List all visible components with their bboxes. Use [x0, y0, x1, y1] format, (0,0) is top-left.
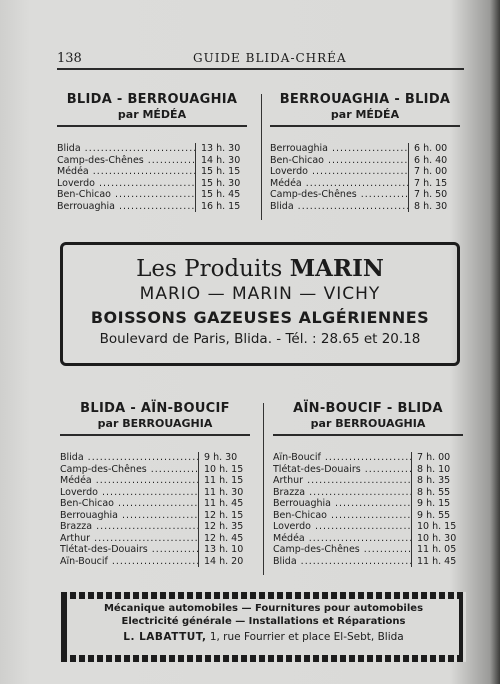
timetable-row	[273, 521, 463, 533]
timetable-ain-boucif-blida	[273, 401, 463, 567]
station-name: Aïn-Boucif .....	[273, 452, 411, 464]
station-name: Loverdo .....	[60, 487, 198, 499]
station-name: Camp-des-Chênes .....	[273, 544, 411, 556]
timetable-row	[273, 498, 463, 510]
timetable-rows	[57, 143, 247, 212]
ad-marin-address: Boulevard de Paris, Blida. - Tél. : 28.65 et 20.18	[99, 331, 421, 347]
station-name: Camp-des-Chênes .....	[270, 189, 408, 201]
departure-time: 14 h. 30	[195, 155, 247, 167]
ad-labattut-line2: Electricité générale — Installations et Réparations	[121, 616, 406, 627]
departure-time: 8 h. 35	[411, 475, 463, 487]
departure-time: 11 h. 30	[198, 487, 250, 499]
departure-time: 15 h. 30	[195, 178, 247, 190]
departure-time: 7 h. 00	[411, 452, 463, 464]
timetable-rule	[57, 125, 247, 127]
timetable-row	[270, 155, 460, 167]
departure-time: 10 h. 15	[411, 521, 463, 533]
timetable-subtitle: par BERROUAGHIA	[310, 417, 426, 430]
departure-time: 7 h. 50	[408, 189, 460, 201]
station-name: Tlétat-des-Douairs .....	[60, 544, 198, 556]
timetable-row	[57, 143, 247, 155]
departure-time: 13 h. 10	[198, 544, 250, 556]
timetable-row	[60, 533, 250, 545]
timetable-row	[57, 166, 247, 178]
station-name: Brazza .....	[273, 487, 411, 499]
ad-labattut-line1: Mécanique automobiles — Fournitures pour automobiles	[103, 603, 424, 614]
departure-time: 6 h. 40	[408, 155, 460, 167]
timetable-row	[60, 498, 250, 510]
page-header-title: GUIDE BLIDA-CHRÉA	[193, 51, 347, 65]
station-name: Loverdo .....	[270, 166, 408, 178]
timetable-rows	[273, 452, 463, 567]
timetable-row	[60, 556, 250, 568]
departure-time: 7 h. 15	[408, 178, 460, 190]
timetable-title: BLIDA - AÏN-BOUCIF	[80, 401, 230, 416]
departure-time: 12 h. 15	[198, 510, 250, 522]
timetable-rule	[273, 434, 463, 436]
ad-labattut-address: 1, rue Fourrier et place El-Sebt, Blida	[209, 631, 404, 643]
timetable-row	[270, 166, 460, 178]
departure-time: 8 h. 55	[411, 487, 463, 499]
timetable-row	[60, 521, 250, 533]
station-name: Loverdo .....	[57, 178, 195, 190]
station-name: Médéa .....	[60, 475, 198, 487]
ad-marin-prefix: Les Produits	[136, 256, 283, 282]
ad-marin-headline	[63, 255, 457, 282]
departure-time: 12 h. 45	[198, 533, 250, 545]
departure-time: 9 h. 15	[411, 498, 463, 510]
departure-time: 11 h. 15	[198, 475, 250, 487]
ad-labattut-line3	[68, 628, 459, 644]
departure-time: 10 h. 30	[411, 533, 463, 545]
timetable-row	[270, 189, 460, 201]
timetable-row	[273, 487, 463, 499]
departure-time: 7 h. 00	[408, 166, 460, 178]
departure-time: 12 h. 35	[198, 521, 250, 533]
station-name: Camp-des-Chênes .....	[60, 464, 198, 476]
departure-time: 15 h. 15	[195, 166, 247, 178]
station-name: Arthur .....	[273, 475, 411, 487]
timetable-row	[270, 143, 460, 155]
timetable-row	[273, 533, 463, 545]
departure-time: 11 h. 45	[411, 556, 463, 568]
station-name: Médéa .....	[273, 533, 411, 545]
departure-time: 14 h. 20	[198, 556, 250, 568]
timetable-subtitle: par MÉDÉA	[117, 108, 187, 121]
timetable-blida-ain-boucif	[60, 401, 250, 567]
timetable-row	[57, 201, 247, 213]
station-name: Aïn-Boucif .....	[60, 556, 198, 568]
timetable-blida-berrouaghia	[57, 92, 247, 212]
station-name: Ben-Chicao .....	[60, 498, 198, 510]
departure-time: 16 h. 15	[195, 201, 247, 213]
station-name: Berrouaghia .....	[60, 510, 198, 522]
column-separator	[263, 403, 264, 575]
timetable-row	[273, 475, 463, 487]
timetable-title: BERROUAGHIA - BLIDA	[279, 92, 451, 107]
departure-time: 8 h. 30	[408, 201, 460, 213]
timetable-row	[57, 189, 247, 201]
timetable-row	[60, 487, 250, 499]
station-name: Ben-Chicao .....	[57, 189, 195, 201]
station-name: Ben-Chicao .....	[273, 510, 411, 522]
column-separator	[261, 94, 262, 220]
timetable-row	[270, 201, 460, 213]
timetable-rule	[60, 434, 250, 436]
timetable-row	[60, 544, 250, 556]
timetable-subtitle: par MÉDÉA	[330, 108, 400, 121]
timetable-row	[270, 178, 460, 190]
ad-marin-product: BOISSONS GAZEUSES ALGÉRIENNES	[90, 308, 430, 327]
station-name: Blida .....	[60, 452, 198, 464]
departure-time: 11 h. 05	[411, 544, 463, 556]
departure-time: 10 h. 15	[198, 464, 250, 476]
timetable-row	[273, 510, 463, 522]
timetable-title: AÏN-BOUCIF - BLIDA	[293, 401, 443, 416]
timetable-berrouaghia-blida	[270, 92, 460, 212]
timetable-row	[273, 452, 463, 464]
ad-labattut	[61, 592, 466, 662]
station-name: Loverdo .....	[273, 521, 411, 533]
station-name: Brazza .....	[60, 521, 198, 533]
station-name: Blida .....	[273, 556, 411, 568]
page-number: 138	[57, 51, 82, 66]
timetable-row	[60, 510, 250, 522]
timetable-rows	[270, 143, 460, 212]
station-name: Berrouaghia .....	[57, 201, 195, 213]
departure-time: 13 h. 30	[195, 143, 247, 155]
departure-time: 6 h. 00	[408, 143, 460, 155]
departure-time: 11 h. 45	[198, 498, 250, 510]
timetable-rows	[60, 452, 250, 567]
departure-time: 8 h. 10	[411, 464, 463, 476]
station-name: Berrouaghia .....	[273, 498, 411, 510]
ad-marin-brand: MARIN	[289, 255, 384, 282]
header-rule	[57, 68, 464, 70]
timetable-row	[60, 464, 250, 476]
timetable-row	[273, 464, 463, 476]
ad-labattut-name: L. LABATTUT,	[123, 631, 207, 643]
station-name: Blida .....	[57, 143, 195, 155]
station-name: Arthur .....	[60, 533, 198, 545]
timetable-row	[273, 556, 463, 568]
station-name: Médéa .....	[57, 166, 195, 178]
timetable-row	[57, 155, 247, 167]
timetable-row	[60, 452, 250, 464]
station-name: Tlétat-des-Douairs .....	[273, 464, 411, 476]
timetable-rule	[270, 125, 460, 127]
ad-produits-marin	[60, 242, 460, 366]
station-name: Camp-des-Chênes .....	[57, 155, 195, 167]
departure-time: 9 h. 55	[411, 510, 463, 522]
ad-labattut-inner	[68, 599, 459, 655]
station-name: Médéa .....	[270, 178, 408, 190]
timetable-row	[273, 544, 463, 556]
station-name: Ben-Chicao .....	[270, 155, 408, 167]
departure-time: 15 h. 45	[195, 189, 247, 201]
station-name: Blida .....	[270, 201, 408, 213]
timetable-title: BLIDA - BERROUAGHIA	[66, 92, 238, 107]
ad-marin-brands: MARIO — MARIN — VICHY	[139, 284, 381, 304]
departure-time: 9 h. 30	[198, 452, 250, 464]
timetable-subtitle: par BERROUAGHIA	[97, 417, 213, 430]
timetable-row	[60, 475, 250, 487]
station-name: Berrouaghia .....	[270, 143, 408, 155]
timetable-row	[57, 178, 247, 190]
